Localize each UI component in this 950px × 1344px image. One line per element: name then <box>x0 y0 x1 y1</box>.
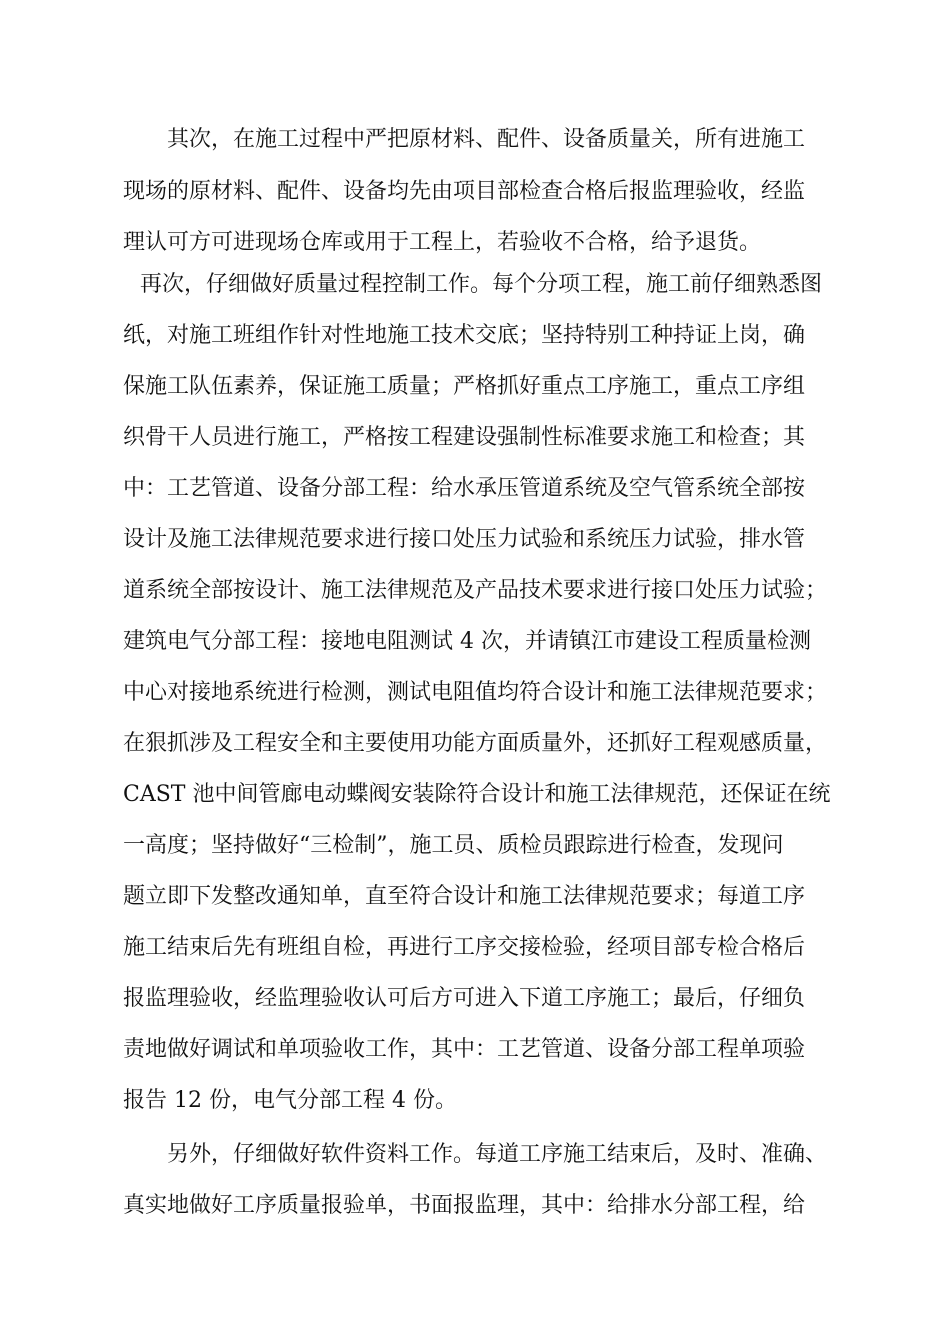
paragraph-2-line-9: 中心对接地系统进行检测，测试电阻值均符合设计和施工法律规范要求； <box>123 680 828 705</box>
paragraph-2-line-8: 建筑电气分部工程：接地电阻测试 4 次，并请镇江市建设工程质量检测 <box>123 629 811 654</box>
paragraph-1-line-1: 其次，在施工过程中严把原材料、配件、设备质量关，所有进施工 <box>167 127 806 152</box>
paragraph-2-line-15: 报监理验收，经监理验收认可后方可进入下道工序施工；最后，仔细负 <box>123 986 806 1011</box>
paragraph-1-line-3: 理认可方可进现场仓库或用于工程上，若验收不合格，给予退货。 <box>123 230 762 255</box>
paragraph-1-line-2: 现场的原材料、配件、设备均先由项目部检查合格后报监理验收，经监 <box>123 179 806 204</box>
paragraph-2-line-3: 保施工队伍素养，保证施工质量；严格抓好重点工序施工，重点工序组 <box>123 374 806 399</box>
paragraph-3-line-1: 另外，仔细做好软件资料工作。每道工序施工结束后，及时、准确、 <box>167 1142 828 1167</box>
paragraph-2-line-2: 纸，对施工班组作针对性地施工技术交底；坚持特别工种持证上岗，确 <box>123 323 806 348</box>
paragraph-2-line-4: 织骨干人员进行施工，严格按工程建设强制性标准要求施工和检查；其 <box>123 425 806 450</box>
paragraph-2-line-7: 道系统全部按设计、施工法律规范及产品技术要求进行接口处压力试验； <box>123 578 828 603</box>
paragraph-2-line-12: 一高度；坚持做好“三检制”，施工员、质检员跟踪进行检查，发现问 <box>123 833 784 858</box>
paragraph-2-line-5: 中：工艺管道、设备分部工程：给水承压管道系统及空气管系统全部按 <box>123 476 806 501</box>
paragraph-2-line-13: 题立即下发整改通知单，直至符合设计和施工法律规范要求；每道工序 <box>123 884 806 909</box>
paragraph-2-line-14: 施工结束后先有班组自检，再进行工序交接检验，经项目部专检合格后 <box>123 935 806 960</box>
paragraph-3-line-2: 真实地做好工序质量报验单，书面报监理，其中：给排水分部工程，给 <box>123 1193 806 1218</box>
paragraph-2-line-10: 在狠抓涉及工程安全和主要使用功能方面质量外，还抓好工程观感质量， <box>123 731 828 756</box>
paragraph-2-line-1: 再次，仔细做好质量过程控制工作。每个分项工程，施工前仔细熟悉图 <box>140 272 823 297</box>
paragraph-2-line-16: 责地做好调试和单项验收工作，其中：工艺管道、设备分部工程单项验 <box>123 1037 806 1062</box>
paragraph-2-line-17: 报告 12 份，电气分部工程 4 份。 <box>123 1088 457 1113</box>
paragraph-2-line-6: 设计及施工法律规范要求进行接口处压力试验和系统压力试验，排水管 <box>123 527 806 552</box>
paragraph-2-line-11: CAST 池中间管廊电动蝶阀安装除符合设计和施工法律规范，还保证在统 <box>123 782 831 807</box>
